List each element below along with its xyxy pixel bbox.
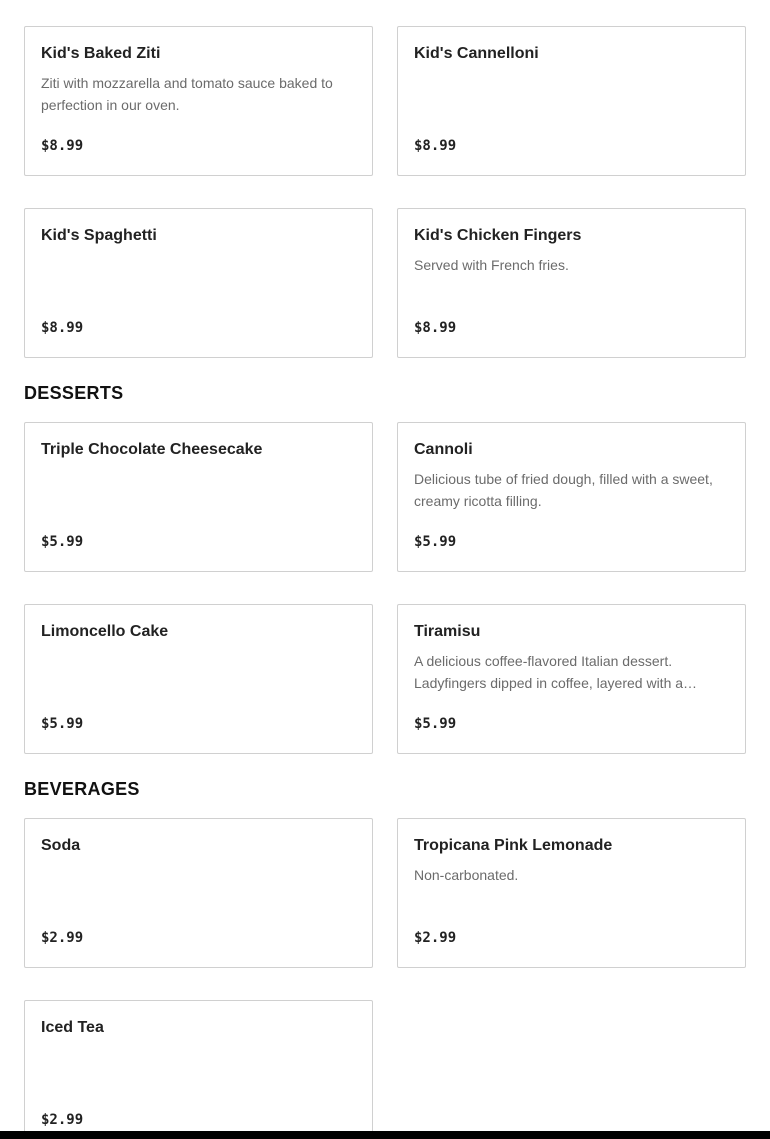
menu-item-description: Non-carbonated. (414, 867, 519, 883)
menu-item-price: $2.99 (41, 930, 84, 946)
menu-item-card[interactable] (24, 422, 373, 572)
menu-item-price: $5.99 (41, 534, 84, 550)
menu-item-description: Delicious tube of fried dough, filled with a sweet, creamy ricotta filling. (414, 471, 713, 509)
menu-item-price: $2.99 (414, 930, 457, 946)
menu-item-price: $8.99 (414, 320, 457, 336)
menu-item-card[interactable] (397, 208, 746, 358)
menu-item-card[interactable] (24, 26, 373, 176)
menu-item-name: Tiramisu (414, 623, 481, 640)
menu-item-name: Soda (41, 837, 81, 854)
menu-item-price: $5.99 (414, 716, 457, 732)
section-heading-beverages: BEVERAGES (24, 779, 140, 799)
bottom-bar (0, 1131, 770, 1139)
menu-item-name: Limoncello Cake (41, 623, 169, 640)
menu-item-price: $2.99 (41, 1112, 84, 1128)
menu-item-price: $8.99 (41, 138, 84, 154)
menu-item-card[interactable] (24, 1000, 373, 1139)
menu-item-price: $5.99 (414, 534, 457, 550)
menu-item-name: Iced Tea (41, 1019, 104, 1036)
menu-item-name: Tropicana Pink Lemonade (414, 837, 613, 854)
menu-item-card[interactable] (397, 422, 746, 572)
menu-item-card[interactable] (397, 26, 746, 176)
menu-item-price: $8.99 (41, 320, 84, 336)
menu-item-card[interactable] (397, 818, 746, 968)
menu-item-name: Cannoli (414, 441, 473, 458)
section-heading-desserts: DESSERTS (24, 383, 124, 403)
menu-item-name: Triple Chocolate Cheesecake (41, 441, 263, 458)
menu-item-name: Kid's Cannelloni (414, 45, 539, 62)
menu-item-price: $5.99 (41, 716, 84, 732)
menu-item-card[interactable] (24, 604, 373, 754)
menu-item-description: Served with French fries. (414, 257, 569, 273)
menu-item-name: Kid's Chicken Fingers (414, 227, 582, 244)
menu-item-card[interactable] (397, 604, 746, 754)
menu-item-name: Kid's Baked Ziti (41, 45, 161, 62)
menu-item-description: Ziti with mozzarella and tomato sauce baked to perfection in our oven. (41, 75, 333, 113)
menu-item-card[interactable] (24, 208, 373, 358)
menu-item-price: $8.99 (414, 138, 457, 154)
menu-item-card[interactable] (24, 818, 373, 968)
menu-item-name: Kid's Spaghetti (41, 227, 157, 244)
menu-item-description: A delicious coffee-flavored Italian dessert. Ladyfingers dipped in coffee, layered with a… (414, 653, 698, 691)
